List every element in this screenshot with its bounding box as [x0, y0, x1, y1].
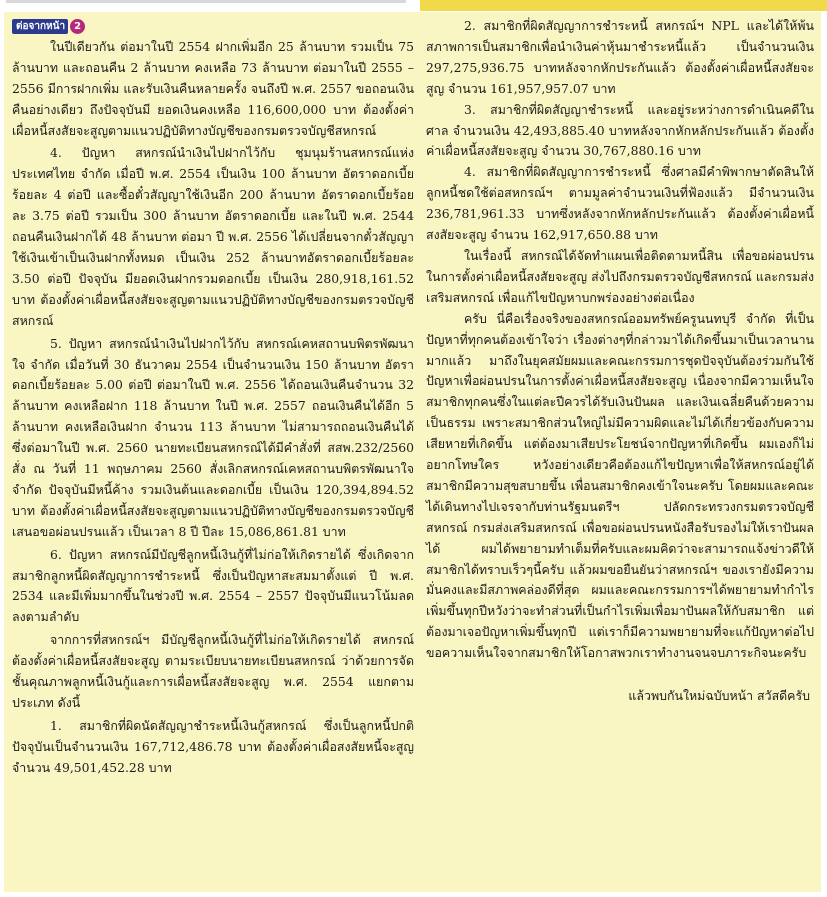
- paragraph-problem-4: 4. ปัญหา สหกรณ์นำเงินไปฝากไว้กับ ชุมนุมร้านสหกรณ์แห่งประเทศไทย จำกัด เมื่อปี พ.ศ. 2554 เป็นเงิน 100 ล้านบาท อัตราดอกเบี้ยร้อยละ 4 ต่อปี และซื้อตั๋วสัญญาใช้เงินอีก 200 ล้านบาท อัตราดอกเบี้ยร้อยละ 3.75 ต่อปี รวมเป็น 300 ล้านบาท อัตราดอกเบี้ย และในปี พ.ศ. 2544 ถอนคืนเงินฝากได้ 48 ล้านบาท ต่อมา ปี พ.ศ. 2556 ได้เปลี่ยนจากตั๋วสัญญาใช้เงินเข้าเป็นเงินฝากทั้งหมด เป็นเงิน 252 ล้านบาทอัตราดอกเบี้ยร้อยละ 3.50 ต่อปี ปัจจุบัน มียอดเงินฝากรวมดอกเบี้ย เป็นเงิน 280,918,161.52 บาท ต้องตั้งค่าเผื่อหนี้สงสัยจะสูญตามแนวปฏิบัติทางบัญชีของกรมตรวจบัญชีสหกรณ์: [12, 145, 414, 328]
- paragraph-category-1: 1. สมาชิกที่ผิดนัดสัญญาชำระหนี้เงินกู้สหกรณ์ ซึ่งเป็นลูกหนี้ปกติ ปัจจุบันเป็นจำนวนเงิน 167,712,486.78 บาท ต้องตั้งค่าเผื่อสงสัยหนี้จะสูญ จำนวน 49,501,452.28 บาท: [12, 717, 414, 775]
- left-column: [12, 16, 414, 779]
- sign-off: แล้วพบกันใหม่ฉบับหน้า สวัสดีครับ: [628, 688, 810, 704]
- paragraph-deposit-2554: ในปีเดียวกัน ต่อมาในปี 2554 ฝากเพิ่มอีก 25 ล้านบาท รวมเป็น 75 ล้านบาท และถอนคืน 2 ล้านบาท คงเหลือ 73 ล้านบาท ต่อมาในปี 2555 – 2556 มีการฝากเพิ่ม และรับเงินคืนหลายครั้ง จนถึงปี พ.ศ. 2557 ขอถอนเงินคืนอย่างเดียว ถึงปัจจุบันมี ยอดเงินคงเหลือ 116,600,000 บาท ต้องตั้งค่าเผื่อหนี้สงสัยจะสูญตามแนวปฏิบัติทางบัญชีของกรมตรวจบัญชีสหกรณ์: [12, 38, 414, 138]
- continued-page-badge: 2: [70, 19, 85, 34]
- paragraph-category-3: 3. สมาชิกที่ผิดสัญญาชำระหนี้ และอยู่ระหว่างการดำเนินคดีในศาล จำนวนเงิน 42,493,885.40 บาทหลังจากหักหลักประกันแล้ว ต้องตั้งค่าเผื่อหนี้สงสัยจะสูญ จำนวน 30,767,880.16 บาท: [426, 101, 814, 159]
- paragraph-category-2: 2. สมาชิกที่ผิดสัญญาการชำระหนี้ สหกรณ์ฯ NPL และได้ให้พ้นสภาพการเป็นสมาชิกเพื่อนำเงินค่าหุ้นมาชำระหนี้แล้ว เป็นจำนวนเงิน 297,275,936.75 บาทหลังจากหักประกันแล้ว ต้องตั้งค่าเผื่อหนี้สงสัยจะสูญ จำนวน 161,957,957.07 บาท: [426, 18, 814, 96]
- paragraph-president-message: ครับ นี่คือเรื่องจริงของสหกรณ์ออมทรัพย์ครูนนทบุรี จำกัด ที่เป็นปัญหาที่ทุกคนต้องเข้าใจว่า เรื่องต่างๆที่กล่าวมาได้เกิดขึ้นมาเป็นเวลานานมากแล้ว มาถึงในยุคสมัยผมและคณะกรรมการชุดปัจจุบันต้องร่วมกันใช้ปัญหาเพื่อผ่อนปรนในการตั้งค่าเผื่อหนี้สงสัยจะสูญ เนื่องจากมีความเห็นใจสมาชิกทุกคนซึ่งในแต่ละปีควรได้รับเงินปันผล และเงินเฉลี่ยคืนด้วยความเป็นธรรม เพราะสมาชิกส่วนใหญ่ไม่มีความผิดและไม่ได้เกี่ยวข้องกับความเสียหายที่เกิดขึ้น แต่ต้องมาเสียประโยชน์จากปัญหาที่เกิดขึ้น ผมเองก็ไม่อยากโทษใคร หวังอย่างเดียวคือต้องแก้ไขปัญหาเพื่อให้สหกรณ์อยู่ได้ สมาชิกมีความสุขสบายขึ้น เพื่อนสมาชิกคงเข้าใจนะครับ โดยผมและคณะได้เดินทางไปเจรจากับท่านรัฐมนตรีฯ ปลัดกระทรวงกรมตรวจบัญชีสหกรณ์ กรมส่งเสริมสหกรณ์ เพื่อขอผ่อนปรนหนังสือรับรองไม่ให้เราปันผลได้ ผมได้พยายามทำเต็มที่ครับและผมคิดว่าจะสามารถแจ้งข่าวดีให้สมาชิกได้ทราบเร็วๆนี้ครับ แล้วผมขอยืนยันว่าสหกรณ์ฯ ของเรายังมีความมั่นคงและมีสภาพคล่องดีที่สุด ผมและคณะกรรมการฯได้พยายามทำกำไรเพิ่มขึ้นทุกปีหวังว่าจะทำส่วนที่เป็นกำไรเพิ่มเพื่อมาปันผลให้กับสมาชิก แต่ต้องมาเจอปัญหาเพิ่มขึ้นทุกปี แต่เราก็มีความพยายามที่จะแก้ปัญหาต่อไปขอความเห็นใจจากสมาชิกให้โอกาสพวกเราทำงานจนจบภาระกิจนะครับ: [426, 310, 814, 661]
- header-bar-right: [420, 0, 827, 11]
- continued-header: [12, 16, 414, 37]
- paragraph-recovery-plan: ในเรื่องนี้ สหกรณ์ได้จัดทำแผนเพื่อติดตามหนี้สิน เพื่อขอผ่อนปรนในการตั้งค่าเผื่อหนี้สงสัยจะสูญ ส่งไปถึงกรมตรวจบัญชีสหกรณ์ และกรมส่งเสริมสหกรณ์ เพื่อแก้ไขปัญหาบกพร่องอย่างต่อเนื่อง: [426, 247, 814, 305]
- header-strip: [0, 0, 827, 12]
- right-column: [426, 16, 814, 707]
- continued-from-label: ต่อจากหน้า: [12, 19, 68, 34]
- paragraph-provision-rules: จากการที่สหกรณ์ฯ มีบัญชีลูกหนี้เงินกู้ที่ไม่ก่อให้เกิดรายได้ สหกรณ์ต้องตั้งค่าเผื่อหนี้สงสัยจะสูญ ตามระเบียบนายทะเบียนสหกรณ์ ว่าด้วยการจัดชั้นคุณภาพลูกหนี้เงินกู้และการเผื่อหนี้สงสัยจะสูญ พ.ศ. 2554 แยกตามประเภท ดังนี้: [12, 632, 414, 710]
- paragraph-problem-5: 5. ปัญหา สหกรณ์นำเงินไปฝากไว้กับ สหกรณ์เคหสถานบพิตรพัฒนาใจ จำกัด เมื่อวันที่ 30 ธันวาคม 2554 เป็นจำนวนเงิน 150 ล้านบาท อัตราดอกเบี้ยร้อยละ 5.00 ต่อปี ต่อมาในปี พ.ศ. 2556 ได้ถอนเงินคืนจำนวน 32 ล้านบาท คงเหลือฝาก 118 ล้านบาท ในปี พ.ศ. 2557 ถอนเงินคืนได้อีก 5 ล้านบาท คงเหลือเงินฝาก จำนวน 113 ล้านบาท ไม่สามารถถอนเงินคืนได้ ซึ่งต่อมาในปี พ.ศ. 2560 นายทะเบียนสหกรณ์ได้มีคำสั่งที่ สสพ.232/2560 สั่ง ณ วันที่ 11 พฤษภาคม 2560 สั่งเลิกสหกรณ์เคหสถานบพิตรพัฒนาใจ จำกัด ปัจจุบันมีหนี้ค้าง รวมเงินต้นและดอกเบี้ย เป็นเงิน 120,394,894.52 บาท ต้องตั้งค่าเผื่อหนี้สงสัยจะสูญตามแนวปฏิบัติทางบัญชีของกรมตรวจบัญชี เสนอขอผ่อนปรนแล้ว เป็นเวลา 8 ปี ปีละ 15,086,861.81 บาท: [12, 335, 414, 539]
- article-body: [4, 12, 821, 892]
- paragraph-category-4: 4. สมาชิกที่ผิดสัญญาการชำระหนี้ ซึ่งศาลมีคำพิพากษาตัดสินให้ลูกหนี้ชดใช้ต่อสหกรณ์ฯ ตามมูลค่าจำนวนเงินที่ฟ้องแล้ว มีจำนวนเงิน 236,781,961.33 บาทซึ่งหลังจากหักหลักประกันแล้ว ต้องตั้งค่าเผื่อหนี้สงสัยจะสูญ จำนวน 162,917,650.88 บาท: [426, 164, 814, 243]
- paragraph-problem-6: 6. ปัญหา สหกรณ์มีบัญชีลูกหนี้เงินกู้ที่ไม่ก่อให้เกิดรายได้ ซึ่งเกิดจากสมาชิกลูกหนี้ผิดสัญญาการชำระหนี้ ซึ่งเป็นปัญหาสะสมมาตั้งแต่ ปี พ.ศ. 2534 และมีเพิ่มมากขึ้นในช่วงปี พ.ศ. 2554 – 2557 ปัจจุบันมีแนวโน้มลดลงตามลำดับ: [12, 546, 414, 625]
- header-divider-left: [6, 0, 406, 3]
